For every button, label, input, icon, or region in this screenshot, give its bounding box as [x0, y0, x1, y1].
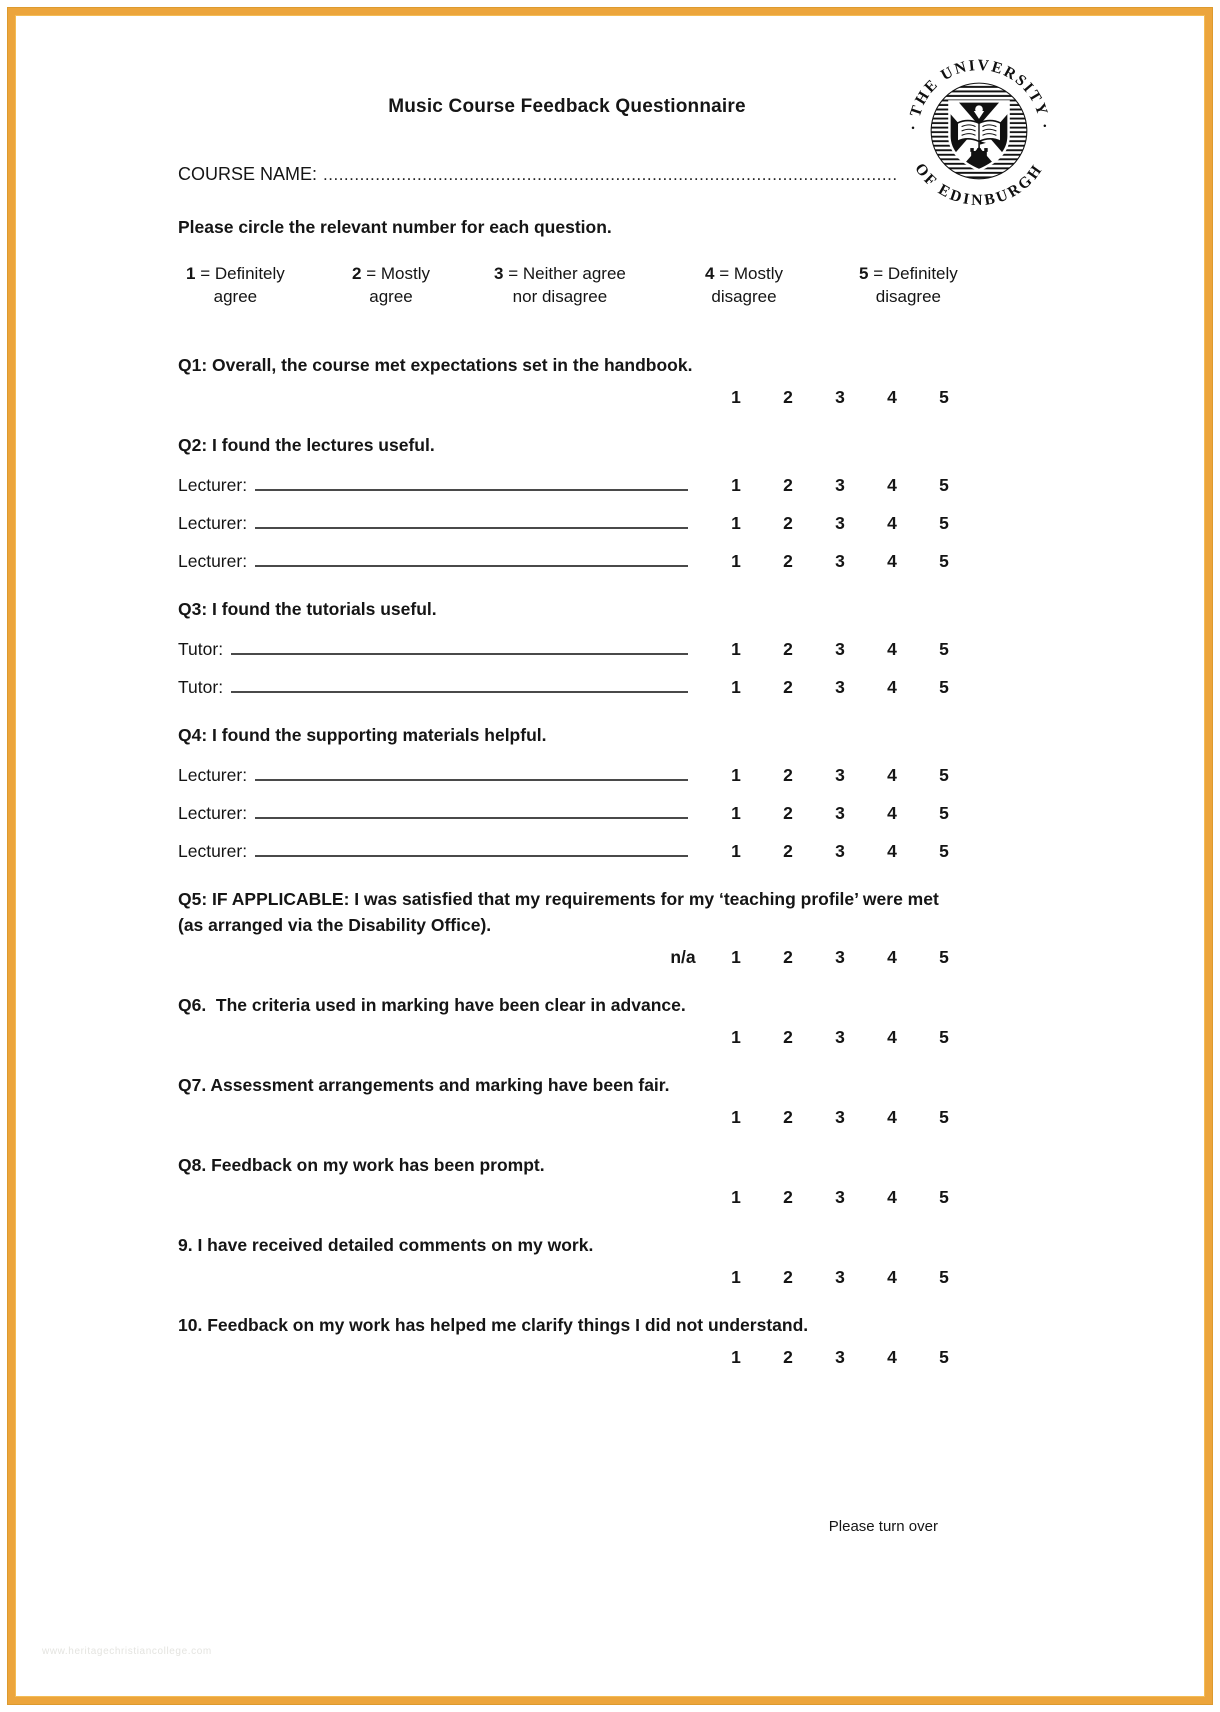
logo-text-top: · THE UNIVERSITY ·	[905, 56, 1053, 132]
legend-item-4	[705, 262, 783, 308]
rating-number[interactable]: 4	[887, 803, 897, 823]
question-body	[178, 1187, 956, 1208]
rating-scale-row	[724, 803, 956, 824]
rating-number[interactable]: 4	[887, 677, 897, 697]
watermark-text: www.heritagechristiancollege.com	[42, 1646, 212, 1657]
rating-number[interactable]: 3	[835, 677, 845, 697]
rating-row	[178, 1027, 956, 1048]
legend-text-line2: disagree	[875, 287, 941, 306]
rating-number[interactable]: 1	[731, 1027, 741, 1047]
rating-number[interactable]: 4	[887, 1187, 897, 1207]
rating-number[interactable]: 5	[939, 1027, 949, 1047]
rating-number[interactable]: 5	[939, 1107, 949, 1127]
rating-number[interactable]: 1	[731, 765, 741, 785]
question-body	[178, 1027, 956, 1048]
legend-text: = Mostly	[366, 264, 430, 283]
rating-number[interactable]: 2	[783, 513, 793, 533]
rating-number[interactable]: 4	[887, 1027, 897, 1047]
rating-scale-row	[724, 1027, 956, 1048]
answer-row	[178, 800, 956, 824]
rating-scale-row	[724, 639, 956, 660]
legend-num: 2	[352, 264, 362, 283]
question-heading: Q4: I found the supporting materials helpful.	[178, 725, 547, 745]
write-in-blank[interactable]	[255, 510, 688, 529]
rating-number[interactable]: 2	[783, 1347, 793, 1367]
rating-number[interactable]: 2	[783, 551, 793, 571]
rating-number[interactable]: 4	[887, 551, 897, 571]
answer-row	[178, 674, 956, 698]
logo-book-icon	[957, 121, 1001, 142]
rating-scale-row	[724, 475, 956, 496]
rating-number[interactable]: 2	[783, 475, 793, 495]
write-in-blank[interactable]	[255, 800, 688, 819]
na-option[interactable]: n/a	[670, 947, 696, 967]
answer-row	[178, 510, 956, 534]
rating-number[interactable]: 1	[731, 1267, 741, 1287]
rating-number[interactable]: 4	[887, 1267, 897, 1287]
rating-number[interactable]: 1	[731, 677, 741, 697]
rating-number[interactable]: 5	[939, 513, 949, 533]
rating-number[interactable]: 2	[783, 841, 793, 861]
rating-row	[178, 1267, 956, 1288]
question-block	[178, 1232, 956, 1288]
rating-number[interactable]: 5	[939, 841, 949, 861]
question-list	[178, 352, 956, 1368]
question-body	[178, 472, 956, 572]
rating-number[interactable]: 5	[939, 947, 949, 967]
question-heading: Q7. Assessment arrangements and marking have been fair.	[178, 1075, 670, 1095]
rating-number[interactable]: 4	[887, 513, 897, 533]
rating-scale-row	[724, 841, 956, 862]
rating-row	[178, 947, 956, 968]
rating-number[interactable]: 3	[835, 1187, 845, 1207]
write-in-blank[interactable]	[255, 472, 688, 491]
rating-number[interactable]: 3	[835, 1107, 845, 1127]
write-in-blank[interactable]	[255, 762, 688, 781]
rating-number[interactable]: 2	[783, 947, 793, 967]
rating-number[interactable]: 5	[939, 475, 949, 495]
question-block	[178, 352, 956, 408]
question-body	[178, 947, 956, 968]
legend-text: = Mostly	[719, 264, 783, 283]
write-in-blank[interactable]	[255, 548, 688, 567]
rating-scale-row	[724, 1107, 956, 1128]
rating-number[interactable]: 3	[835, 947, 845, 967]
legend-text: = Neither agree	[508, 264, 626, 283]
question-heading: 10. Feedback on my work has helped me clarify things I did not understand.	[178, 1315, 809, 1335]
answer-row-label: Tutor:	[178, 639, 224, 659]
rating-number[interactable]: 4	[887, 475, 897, 495]
rating-number[interactable]: 1	[731, 475, 741, 495]
legend-text-line2: agree	[213, 287, 258, 306]
rating-number[interactable]: 3	[835, 841, 845, 861]
answer-row-label: Lecturer:	[178, 803, 248, 823]
rating-number[interactable]: 4	[887, 1107, 897, 1127]
legend-item-3	[494, 262, 626, 308]
question-heading: Q1: Overall, the course met expectations set in the handbook.	[178, 355, 693, 375]
rating-number[interactable]: 5	[939, 765, 949, 785]
rating-number[interactable]: 2	[783, 1107, 793, 1127]
question-heading: 9. I have received detailed comments on my work.	[178, 1235, 594, 1255]
legend-item-2	[352, 262, 430, 308]
instruction-text: Please circle the relevant number for each question.	[178, 217, 612, 237]
rating-number[interactable]: 1	[731, 947, 741, 967]
rating-number[interactable]: 2	[783, 1187, 793, 1207]
question-block	[178, 886, 956, 968]
rating-number[interactable]: 3	[835, 1267, 845, 1287]
rating-number[interactable]: 1	[731, 551, 741, 571]
rating-number[interactable]: 5	[939, 677, 949, 697]
rating-number[interactable]: 2	[783, 803, 793, 823]
rating-number[interactable]: 3	[835, 1347, 845, 1367]
rating-number[interactable]: 5	[939, 1347, 949, 1367]
answer-row-label: Lecturer:	[178, 841, 248, 861]
question-body	[178, 1267, 956, 1288]
legend-item-5	[859, 262, 958, 308]
page-title: Music Course Feedback Questionnaire	[388, 96, 746, 117]
rating-number[interactable]: 4	[887, 947, 897, 967]
question-block	[178, 1312, 956, 1368]
answer-row	[178, 762, 956, 786]
question-block	[178, 1152, 956, 1208]
rating-number[interactable]: 3	[835, 387, 845, 407]
rating-number[interactable]: 5	[939, 387, 949, 407]
question-body	[178, 387, 956, 408]
answer-row-label: Lecturer:	[178, 475, 248, 495]
question-block	[178, 722, 956, 862]
answer-row	[178, 838, 956, 862]
answer-row-label: Lecturer:	[178, 765, 248, 785]
question-body	[178, 762, 956, 862]
rating-number[interactable]: 2	[783, 639, 793, 659]
scale-legend	[178, 262, 956, 318]
legend-num: 3	[494, 264, 504, 283]
rating-number[interactable]: 5	[939, 551, 949, 571]
rating-scale-row	[724, 1347, 956, 1368]
rating-number[interactable]: 2	[783, 677, 793, 697]
rating-scale-row	[724, 677, 956, 698]
course-name-label: COURSE NAME:	[178, 164, 318, 184]
write-in-blank[interactable]	[231, 674, 688, 693]
legend-text: = Definitely	[873, 264, 958, 283]
form-content	[178, 0, 956, 1368]
legend-text-line2: nor disagree	[512, 287, 608, 306]
legend-num: 1	[186, 264, 196, 283]
answer-row-label: Tutor:	[178, 677, 224, 697]
write-in-blank[interactable]	[255, 838, 688, 857]
rating-number[interactable]: 2	[783, 1267, 793, 1287]
rating-row	[178, 387, 956, 408]
rating-number[interactable]: 1	[731, 841, 741, 861]
question-heading: Q6. The criteria used in marking have been clear in advance.	[178, 995, 686, 1015]
rating-scale-row	[724, 1187, 956, 1208]
rating-number[interactable]: 5	[939, 803, 949, 823]
rating-number[interactable]: 4	[887, 841, 897, 861]
rating-row	[178, 1187, 956, 1208]
rating-scale-row	[724, 765, 956, 786]
question-body	[178, 1107, 956, 1128]
logo-text-bottom: OF EDINBURGH	[911, 160, 1047, 209]
question-block	[178, 432, 956, 572]
answer-row	[178, 472, 956, 496]
rating-number[interactable]: 1	[731, 1347, 741, 1367]
rating-scale-row	[724, 513, 956, 534]
rating-number[interactable]: 1	[731, 1187, 741, 1207]
rating-number[interactable]: 3	[835, 803, 845, 823]
answer-row-label: Lecturer:	[178, 551, 248, 571]
rating-scale-row	[724, 1267, 956, 1288]
question-block	[178, 596, 956, 698]
rating-number[interactable]: 3	[835, 639, 845, 659]
legend-num: 5	[859, 264, 869, 283]
rating-number[interactable]: 3	[835, 1027, 845, 1047]
rating-number[interactable]: 2	[783, 765, 793, 785]
rating-number[interactable]: 4	[887, 387, 897, 407]
course-name-blank[interactable]: ..............................................................................................................	[323, 165, 898, 184]
rating-number[interactable]: 3	[835, 551, 845, 571]
legend-text: = Definitely	[200, 264, 285, 283]
rating-number[interactable]: 4	[887, 1347, 897, 1367]
question-block	[178, 1072, 956, 1128]
rating-number[interactable]: 5	[939, 1187, 949, 1207]
answer-row	[178, 636, 956, 660]
rating-number[interactable]: 4	[887, 765, 897, 785]
legend-item-1	[186, 262, 285, 308]
turn-over-note: Please turn over	[828, 1518, 938, 1535]
rating-number[interactable]: 2	[783, 387, 793, 407]
question-body	[178, 1347, 956, 1368]
course-name-row	[178, 164, 956, 185]
rating-number[interactable]: 2	[783, 1027, 793, 1047]
write-in-blank[interactable]	[231, 636, 688, 655]
rating-scale-row	[724, 947, 956, 968]
legend-num: 4	[705, 264, 715, 283]
rating-number[interactable]: 1	[731, 513, 741, 533]
rating-number[interactable]: 3	[835, 513, 845, 533]
rating-number[interactable]: 1	[731, 639, 741, 659]
question-heading: Q8. Feedback on my work has been prompt.	[178, 1155, 545, 1175]
question-body	[178, 636, 956, 698]
rating-number[interactable]: 1	[731, 803, 741, 823]
rating-number[interactable]: 3	[835, 765, 845, 785]
answer-row	[178, 548, 956, 572]
legend-text-line2: agree	[369, 287, 413, 306]
answer-row-label: Lecturer:	[178, 513, 248, 533]
question-heading: Q5: IF APPLICABLE: I was satisfied that my requirements for my ‘teaching profile’ were met (as arranged via the Disability Office).	[178, 889, 944, 935]
rating-scale-row	[724, 551, 956, 572]
rating-scale-row	[724, 387, 956, 408]
rating-row	[178, 1347, 956, 1368]
question-heading: Q3: I found the tutorials useful.	[178, 599, 437, 619]
rating-number[interactable]: 5	[939, 639, 949, 659]
rating-row	[178, 1107, 956, 1128]
rating-number[interactable]: 5	[939, 1267, 949, 1287]
rating-number[interactable]: 4	[887, 639, 897, 659]
rating-number[interactable]: 1	[731, 1107, 741, 1127]
rating-number[interactable]: 1	[731, 387, 741, 407]
question-heading: Q2: I found the lectures useful.	[178, 435, 435, 455]
legend-text-line2: disagree	[711, 287, 777, 306]
question-block	[178, 992, 956, 1048]
rating-number[interactable]: 3	[835, 475, 845, 495]
